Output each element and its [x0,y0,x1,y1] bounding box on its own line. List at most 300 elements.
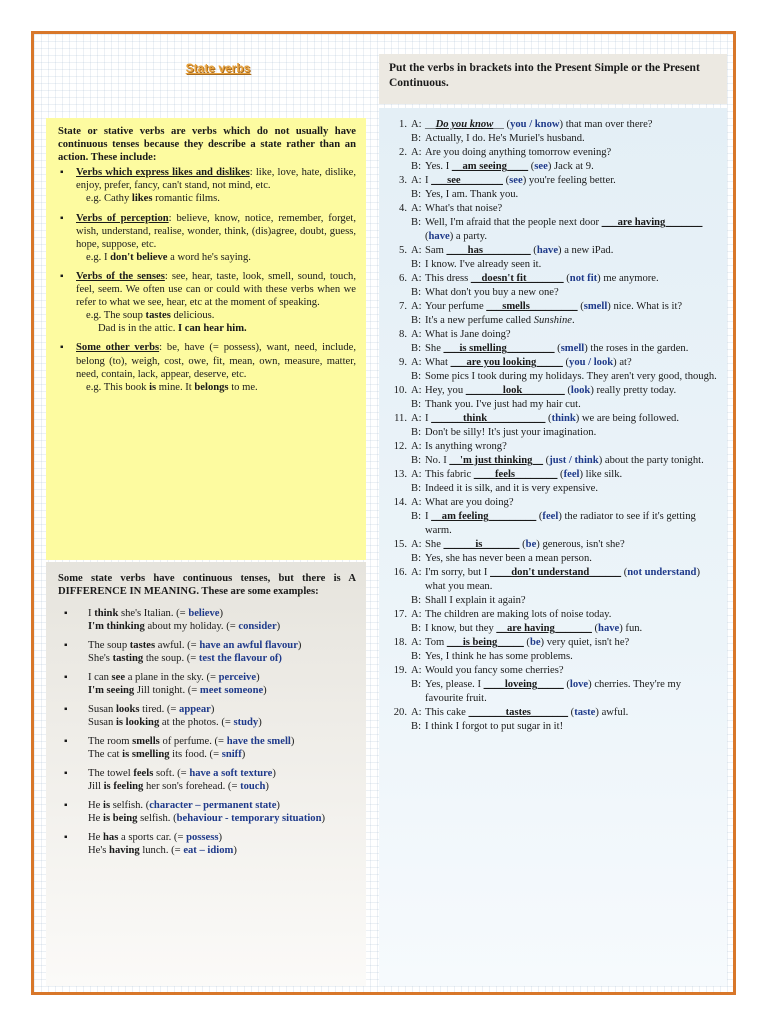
text-span: ( [562,357,570,368]
section-heading: Some other verbs [76,342,160,354]
exercise-number: 10. [393,385,407,396]
exercise-item [387,468,721,496]
speaker-a-line [399,202,721,216]
state-sentence [88,799,356,812]
text-span: He [88,800,104,811]
text-span: her son's forehead. (= [143,781,241,792]
text-span: tastes [129,640,156,651]
state-sentence [88,767,356,780]
speaker-label: A: [411,175,422,186]
text-span: Yes, I think he has some problems. [425,651,573,662]
text-span: ) generous, isn't she? [536,539,625,550]
speaker-label: A: [411,413,422,424]
text-span: ) what you mean. [425,567,700,592]
answer-text: ____has_________ [446,245,531,256]
meaning-text: perceive [218,672,257,683]
speaker-a-line [393,608,721,622]
answer-text: ____loveing_____ [483,679,564,690]
text-span: ) [290,736,295,747]
answer-text: __am seeing____ [451,161,529,172]
speaker-label: B: [411,483,422,494]
difference-item [58,703,356,729]
action-sentence [88,812,356,825]
text-span: tastes [145,310,171,322]
exercise-item [387,202,721,244]
answer-text: ___are you looking_____ [450,357,563,368]
text-span: What's that noise? [425,203,503,214]
text-span: ) [272,768,276,779]
text-span: soft. (= [153,768,190,779]
exercise-number: 13. [393,469,407,480]
exercise-number: 19. [393,665,407,676]
meaning-text: sniff [221,749,242,760]
verb-prompt: you / look [569,357,614,368]
text-span: Don't be silly! It's just your imagination. [425,427,597,438]
text-span: having [109,845,140,856]
text-span: ( [568,707,575,718]
verb-prompt: be [525,539,537,550]
text-span: The towel [88,768,134,779]
answer-text: ___are having_______ [601,217,703,228]
text-span: smells [132,736,160,747]
meaning-text: have an awful flavour [199,640,298,651]
exercise-item [387,706,721,734]
section-heading: Verbs of the senses [76,270,165,282]
text-span: Well, I'm afraid that the people next door [425,217,602,228]
answer-text: ______think___________ [431,413,546,424]
text-span: see [111,672,126,683]
text-span: Actually, I do. He's Muriel's husband. [425,133,585,144]
text-span: I'm seeing [88,685,135,696]
text-span: She's [88,653,113,664]
example-sentence [76,251,356,264]
speaker-label: B: [411,651,422,662]
text-span: What are you doing? [425,497,514,508]
verb-prompt: not understand [627,567,697,578]
verb-prompt: love [569,679,589,690]
speaker-a-line [393,468,721,482]
speaker-b-line [411,482,721,496]
speaker-a-line [393,440,721,454]
meaning-text: believe [188,608,220,619]
text-span: to me. [228,381,258,393]
action-sentence [88,716,356,729]
answer-text: _______tastes_______ [468,707,569,718]
text-span: ) Jack at 9. [547,161,594,172]
speaker-b-line [411,552,721,566]
text-span: ) [265,781,269,792]
text-span: __ ( [493,119,511,130]
text-span: she's Italian. (= [118,608,189,619]
text-span: I know. I've already seen it. [425,259,542,270]
state-sentence [88,671,356,684]
meaning-text: test the flavour of) [198,653,282,664]
answer-text: ____feels________ [473,469,558,480]
text-span: e.g. This book [86,381,150,393]
text-span: the soup. (= [143,653,199,664]
text-span: ( [536,511,543,522]
speaker-label: A: [411,273,422,284]
exercise-number: 4. [399,203,407,214]
answer-text: __doesn't fit_______ [470,273,564,284]
text-span: selfish. ( [110,800,150,811]
text-span: feels [133,768,154,779]
section-words: : see, hear, taste, look, smell, sound, touch, feel, seem. We often use can or could with these verbs when we refer to what we see, hear, etc at the moment of speaking. [76,270,356,309]
speaker-b-line [411,510,721,538]
text-span: Jill tonight. (= [134,685,200,696]
state-sentence [88,639,356,652]
text-span: Yes, I am. Thank you. [425,189,519,200]
answer-text: ____don't understand______ [490,567,622,578]
speaker-b-line [411,132,721,146]
text-span: ) [276,621,281,632]
text-span: ) [233,845,237,856]
exercise-number: 2. [399,147,407,158]
speaker-a-line [393,664,721,678]
text-span: Some pics I took during my holidays. They aren't very good, though. [425,371,717,382]
example-sentence [76,381,356,394]
speaker-label: B: [411,511,422,522]
verb-prompt: you / know [510,119,560,130]
text-span: Thank you. I've just had my hair cut. [425,399,581,410]
text-span: ( [545,413,552,424]
text-span: a sports car. (= [118,832,187,843]
text-span: a plane in the sky. (= [125,672,219,683]
speaker-a-line [399,272,721,286]
text-span: ( [519,539,526,550]
text-span: I [425,175,432,186]
exercise-item [387,272,721,300]
exercise-item [387,118,721,146]
text-span: I [425,413,432,424]
text-span: ) like silk. [579,469,623,480]
answer-text: ___smells_________ [486,301,578,312]
difference-intro: Some state verbs have continuous tenses, but there is A DIFFERENCE IN MEANING. These are some examples: [58,573,356,597]
section-words: : believe, know, notice, remember, forget, wish, understand, realise, wonder, think, (dis)agree, doubt, guess, hope, suppose, etc. [76,212,357,250]
meaning-text: study [233,717,259,728]
meaning-text: possess [186,832,219,843]
verb-prompt: just / think [549,455,599,466]
exercise-list [387,118,721,734]
text-span: ) a party. [449,231,487,242]
exercise-item [387,328,721,356]
text-span: He's [88,845,110,856]
text-span: __ [425,119,436,130]
state-sentence [88,831,356,844]
speaker-b-line [411,720,721,734]
verb-prompt: see [534,161,548,172]
text-span: ) [210,704,215,715]
text-span: Susan [88,704,116,715]
exercise-number: 8. [399,329,407,340]
text-span: ) [258,717,262,728]
answer-text: _______look________ [465,385,565,396]
section-words: : be, have (= possess), want, need, include, belong (to), weigh, cost, owe, fit, mean, own, measure, matter, need, contain, lack, appear, deserve, etc. [76,342,356,380]
speaker-a-line [394,412,721,426]
speaker-a-line [399,146,721,160]
text-span: at the photos. (= [159,717,234,728]
text-span: Would you fancy some cherries? [425,665,564,676]
example-sentence [76,192,356,205]
speaker-label: B: [411,315,422,326]
text-span: Hey, you [425,385,466,396]
text-span: is [149,381,157,393]
text-span: about my holiday. (= [144,621,239,632]
state-sentence [88,607,356,620]
theory-section [58,341,356,393]
speaker-label: B: [411,343,422,354]
text-span: tired. (= [139,704,180,715]
text-span: I can hear him. [178,323,247,335]
action-sentence [88,684,356,697]
exercise-item [387,384,721,412]
text-span: Dad is in the attic. [98,323,179,335]
speaker-label: B: [411,399,422,410]
text-span: a word he's saying. [167,251,251,263]
text-span: ( [591,623,599,634]
text-span: ) the roses in the garden. [584,343,689,354]
text-span: I'm thinking [88,621,145,632]
text-span: ) nice. What is it? [607,301,683,312]
exercise-number: 11. [394,413,407,424]
speaker-label: B: [411,189,422,200]
verb-prompt: be [529,637,541,648]
speaker-label: A: [411,245,422,256]
text-span: ) at? [613,357,632,368]
text-span: This dress [425,273,471,284]
exercise-item [387,146,721,174]
text-span: looks [115,704,140,715]
speaker-a-line [393,538,721,552]
text-span: The cat [88,749,123,760]
exercise-number: 18. [393,637,407,648]
text-span: is looking [115,717,160,728]
action-sentence [88,780,356,793]
text-span: ( [523,637,530,648]
exercise-item [387,496,721,538]
verb-prompt: have [428,231,450,242]
text-span: ) you're feeling better. [522,175,616,186]
meaning-text: have the smell [226,736,291,747]
text-span: Your perfume [425,301,487,312]
exercise-number: 6. [399,273,407,284]
text-span: e.g. Cathy [86,193,132,205]
text-span: ) the radiator to see if it's getting warm. [425,511,696,536]
text-span: selfish. ( [137,813,177,824]
speaker-b-line [411,650,721,664]
text-span: ) a new iPad. [558,245,614,256]
text-span: This fabric [425,469,474,480]
verb-prompt: not fit [569,273,598,284]
text-span: Is anything wrong? [425,441,507,452]
text-span: Indeed it is silk, and it is very expensive. [425,483,598,494]
text-span: mine. It [156,381,195,393]
text-span: What [425,357,451,368]
text-span: ) [256,672,260,683]
exercise-item [387,174,721,202]
answer-text: Do you know [435,119,494,130]
speaker-b-line [411,216,721,244]
speaker-b-line [411,398,721,412]
meaning-text: consider [238,621,277,632]
speaker-a-line [393,566,721,594]
text-span: She [425,539,444,550]
text-span: Yes. I [425,161,452,172]
speaker-a-line [399,118,721,132]
exercise-number: 15. [393,539,407,550]
exercise-item [387,412,721,440]
difference-item [58,767,356,793]
text-span: I [88,608,95,619]
state-sentence [88,703,356,716]
text-span: The soup [88,640,130,651]
speaker-b-line [411,160,721,174]
answer-text: ______is_______ [443,539,520,550]
text-span: likes [131,193,153,205]
exercise-number: 5. [399,245,407,256]
text-span: ) me anymore. [597,273,659,284]
speaker-label: A: [411,441,422,452]
action-sentence [88,620,356,633]
text-span: ( [564,385,571,396]
text-span: The children are making lots of noise today. [425,609,612,620]
text-span: delicious. [170,310,215,322]
speaker-a-line [399,244,721,258]
speaker-b-line [411,258,721,272]
speaker-label: B: [411,623,422,634]
theory-section [58,212,356,264]
exercise-number: 12. [393,441,407,452]
text-span: awful. (= [155,640,200,651]
speaker-label: B: [411,161,422,172]
text-span: ( [563,273,570,284]
speaker-a-line [393,706,721,720]
speaker-label: A: [411,567,422,578]
exercise-item [387,440,721,468]
text-span: She [425,343,444,354]
speaker-b-line [411,314,721,328]
text-span: ( [557,469,564,480]
speaker-a-line [393,384,721,398]
meaning-text: have a soft texture [189,768,273,779]
text-span: Jill [88,781,104,792]
difference-item [58,799,356,825]
verb-prompt: look [570,385,591,396]
meaning-text: meet someone [199,685,264,696]
exercise-instructions: Put the verbs in brackets into the Present Simple or the Present Continuous. [379,54,727,104]
text-span: What is Jane doing? [425,329,511,340]
text-span: is smelling [122,749,170,760]
speaker-b-line [411,678,721,706]
exercise-box [379,108,727,986]
state-sentence [88,735,356,748]
answer-text: ___see________ [431,175,503,186]
speaker-b-line [411,370,721,384]
meaning-text: behaviour - temporary situation [176,813,322,824]
action-sentence [88,652,356,665]
text-span: lunch. (= [139,845,184,856]
text-span: ) very quiet, isn't he? [540,637,630,648]
speaker-b-line [411,286,721,300]
exercise-item [387,566,721,608]
text-span: tasting [112,653,144,664]
speaker-label: B: [411,133,422,144]
answer-text: __'m just thinking__ [449,455,544,466]
speaker-b-line [411,342,721,356]
exercise-number: 14. [393,497,407,508]
exercise-number: 17. [393,609,407,620]
speaker-label: B: [411,553,422,564]
text-span: ) that man over there? [559,119,653,130]
exercise-number: 3. [399,175,407,186]
section-heading: Verbs of perception [76,212,169,224]
text-span: is being [103,813,138,824]
speaker-label: A: [411,119,422,130]
text-span: romantic films. [152,193,220,205]
section-heading: Verbs which express likes and dislikes [76,167,250,179]
speaker-label: A: [411,637,422,648]
speaker-label: A: [411,539,422,550]
exercise-item [387,244,721,272]
text-span: ( [528,161,535,172]
difference-item [58,735,356,761]
text-span: Sunshine [533,315,572,326]
example-sentence [76,309,356,322]
theory-box [46,118,366,560]
text-span: ) fun. [619,623,643,634]
exercise-item [387,608,721,636]
speaker-label: B: [411,371,422,382]
text-span: e.g. The soup [86,310,146,322]
difference-list [58,607,356,857]
text-span: No. I [425,455,450,466]
text-span: ( [621,567,628,578]
speaker-b-line [411,622,721,636]
exercise-number: 7. [399,301,407,312]
text-span: Shall I explain it again? [425,595,526,606]
text-span: Tom [425,637,447,648]
answer-text: ___is being_____ [446,637,524,648]
text-span: ) we are being followed. [575,413,679,424]
text-span: ) cherries. They're my favourite fruit. [425,679,682,704]
speaker-label: B: [411,721,422,732]
text-span: ( [543,455,550,466]
text-span: ) [218,832,223,843]
speaker-a-line [393,496,721,510]
exercise-item [387,300,721,328]
text-span: ) about the party tonight. [598,455,704,466]
text-span: its food. (= [169,749,222,760]
answer-text: ___is smelling_________ [443,343,555,354]
text-span: Are you doing anything tomorrow evening? [425,147,612,158]
speaker-label: A: [411,665,422,676]
difference-item [58,831,356,857]
text-span: has [103,832,119,843]
text-span: Yes, she has never been a mean person. [425,553,592,564]
speaker-label: B: [411,287,422,298]
speaker-label: A: [411,329,422,340]
verb-prompt: smell [560,343,585,354]
meaning-text: eat – idiom [183,845,234,856]
text-span: is [103,800,111,811]
speaker-a-line [399,328,721,342]
speaker-label: A: [411,707,422,718]
text-span: e.g. I [86,251,111,263]
speaker-label: B: [411,259,422,270]
difference-item [58,607,356,633]
theory-list [58,166,356,394]
action-sentence [88,844,356,857]
